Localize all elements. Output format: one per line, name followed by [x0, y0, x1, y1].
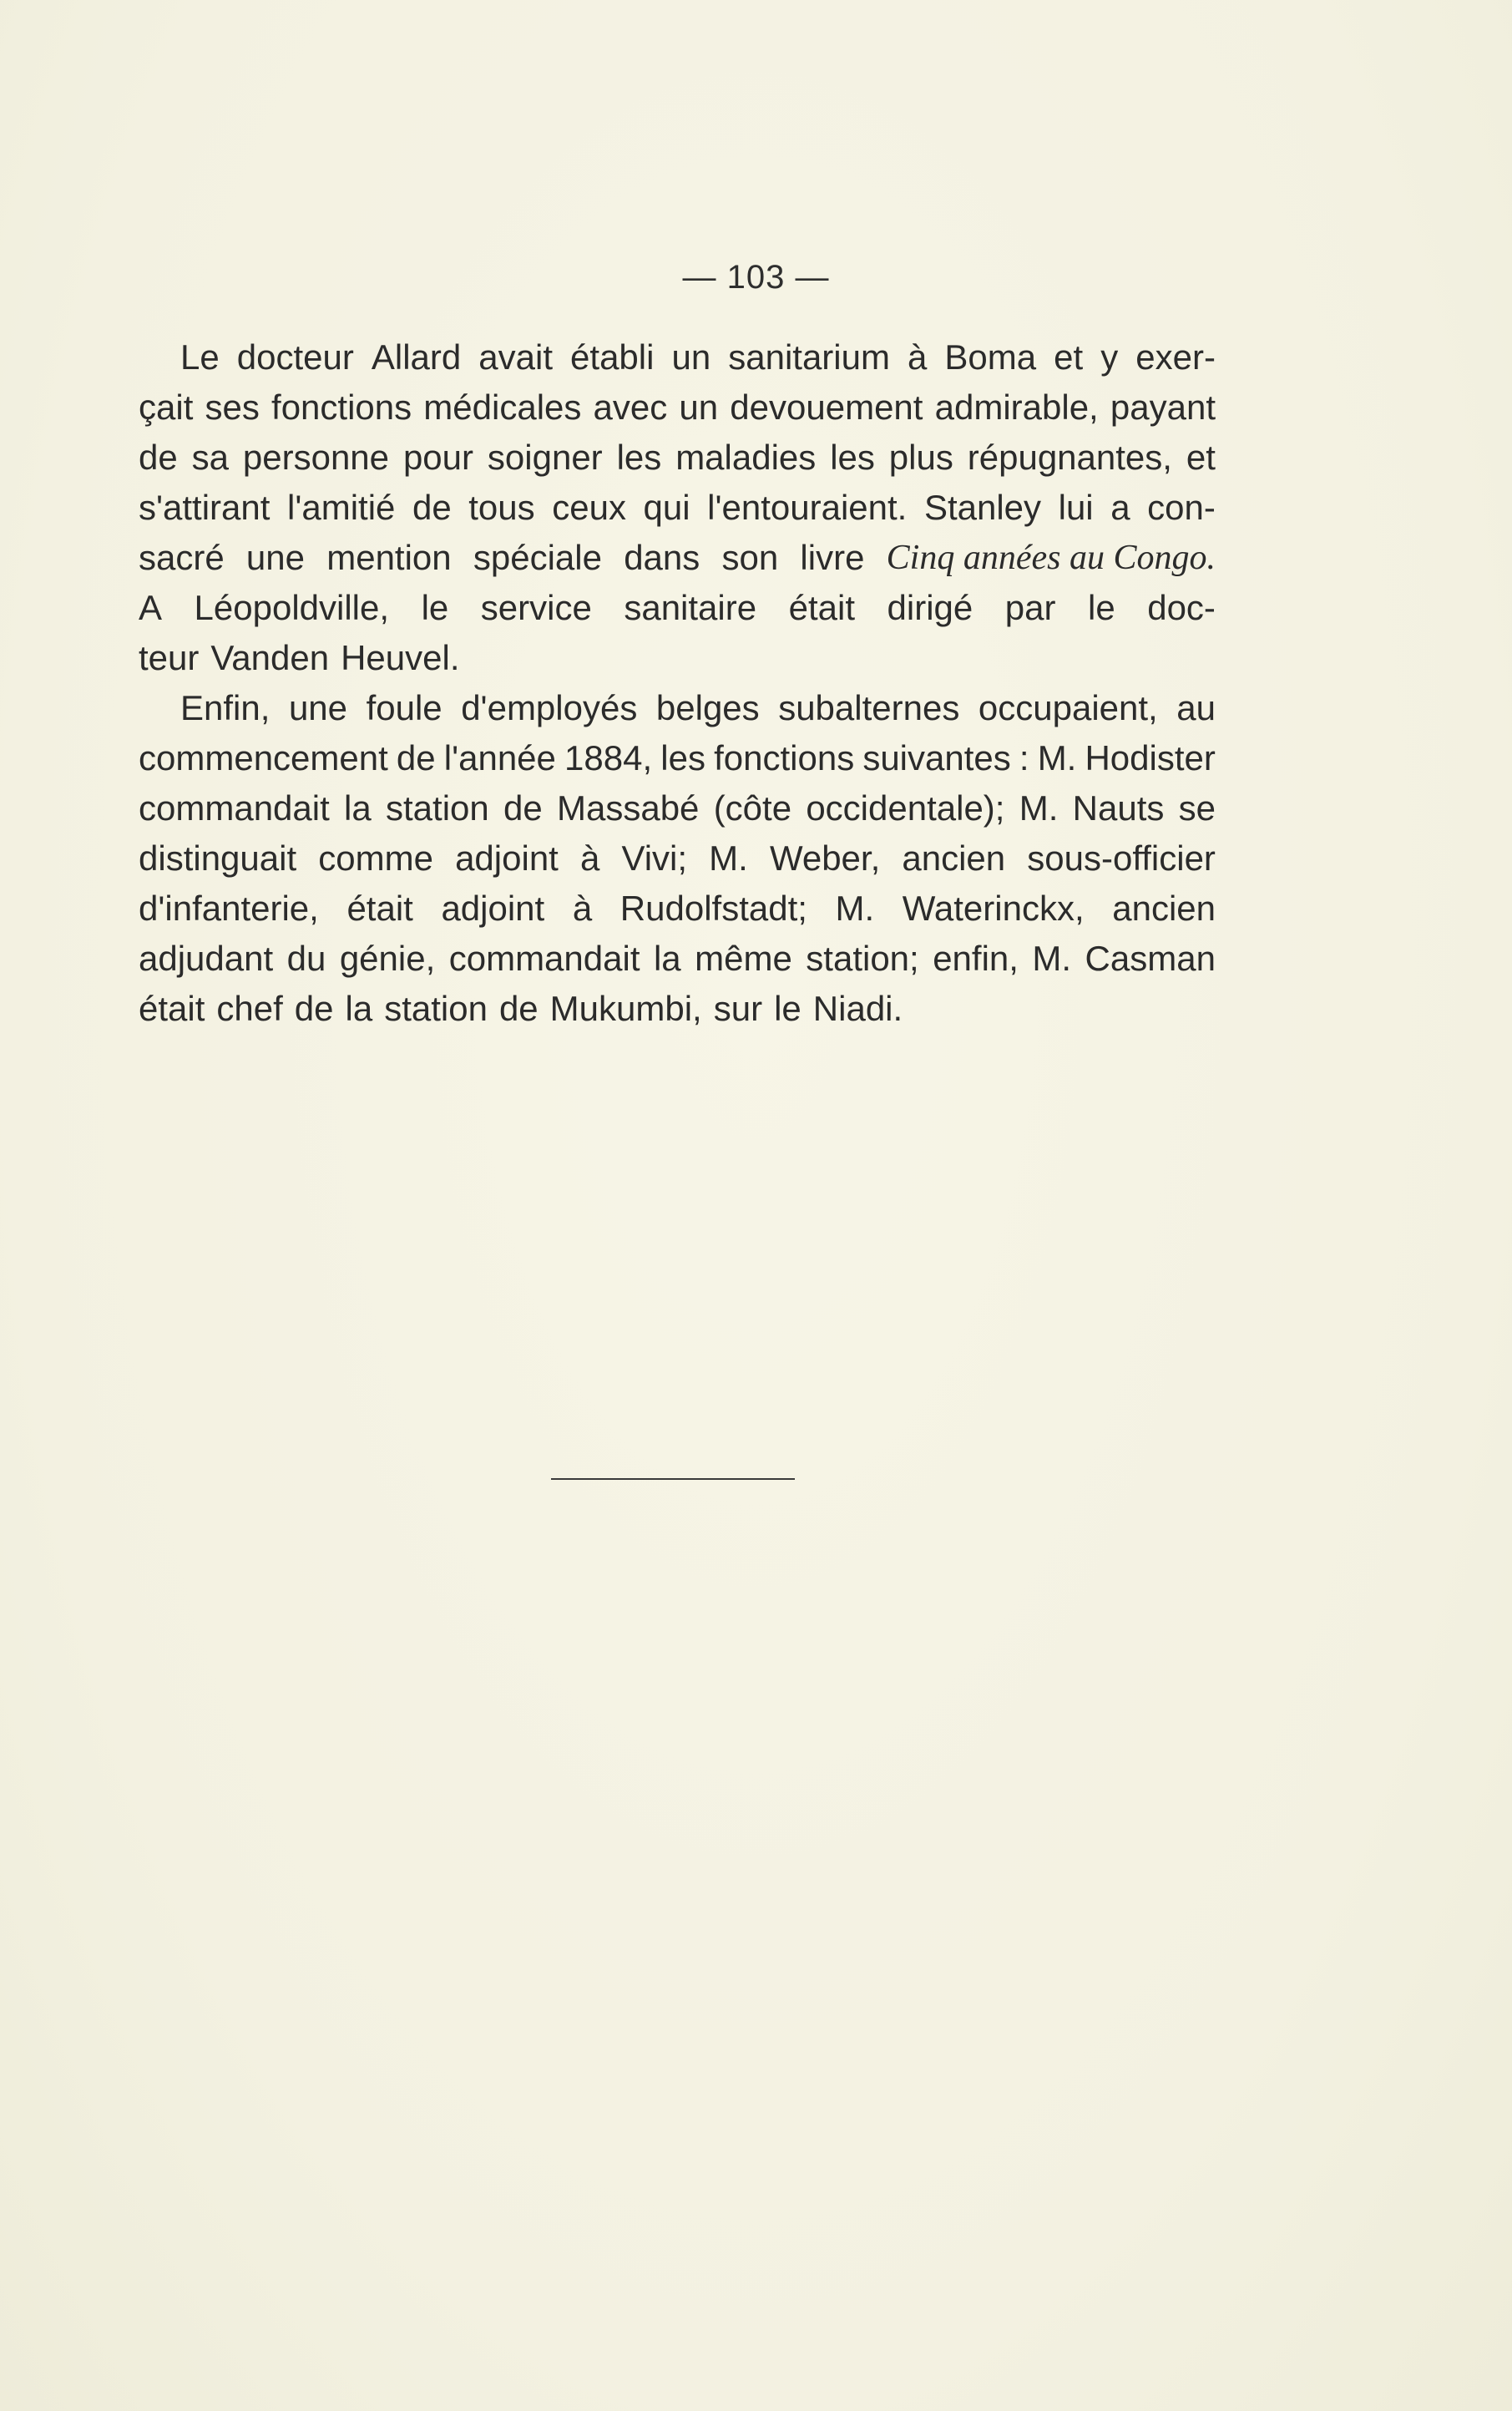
- word: fonctions: [271, 387, 412, 427]
- word: exer-: [1135, 337, 1216, 377]
- word: du: [286, 939, 326, 978]
- word: établi: [570, 337, 655, 377]
- word: l'entouraient.: [707, 488, 908, 527]
- word: belges: [655, 688, 760, 727]
- word: Mukumbi,: [549, 989, 702, 1028]
- word: M.: [1037, 738, 1077, 777]
- word: doc-: [1147, 588, 1216, 627]
- word: subalternes: [778, 688, 960, 727]
- word: l'amitié: [287, 488, 396, 527]
- word: suivantes: [862, 738, 1011, 777]
- word: teur: [139, 638, 200, 677]
- word: qui: [643, 488, 690, 527]
- word: mention: [326, 538, 452, 577]
- word: avait: [478, 337, 554, 377]
- word: Vivi;: [621, 838, 688, 878]
- word: adjudant: [139, 939, 274, 978]
- word: Niadi.: [812, 989, 903, 1028]
- word: station: [384, 989, 488, 1028]
- word: y: [1100, 337, 1119, 377]
- word: personne: [242, 438, 390, 477]
- word: docteur: [236, 337, 354, 377]
- word: de: [498, 989, 539, 1028]
- word: à: [908, 337, 928, 377]
- word: de: [412, 488, 452, 527]
- word: l'année: [443, 738, 556, 777]
- word: çait: [139, 387, 194, 427]
- word: sa: [191, 438, 229, 477]
- text-line: [139, 533, 1216, 583]
- text-line: [139, 833, 1216, 884]
- word: adjoint: [441, 889, 545, 928]
- word: maladies: [675, 438, 817, 477]
- word: les: [616, 438, 662, 477]
- word: 1884,: [564, 738, 653, 777]
- word: commandait: [139, 788, 330, 828]
- word: M.: [835, 889, 875, 928]
- word: fonctions: [714, 738, 855, 777]
- word: s'attirant: [139, 488, 271, 527]
- word: était: [139, 989, 205, 1028]
- word: M.: [709, 838, 748, 878]
- word: livre: [800, 538, 865, 577]
- word: génie,: [339, 939, 436, 978]
- word: Weber,: [769, 838, 881, 878]
- word: la: [653, 939, 681, 978]
- word: un: [671, 337, 711, 377]
- word: admirable,: [934, 387, 1099, 427]
- text-line: [139, 332, 1216, 382]
- word: ancien: [902, 838, 1006, 878]
- word: même: [695, 939, 792, 978]
- word: sur: [713, 989, 763, 1028]
- word: commandait: [448, 939, 640, 978]
- word: son: [721, 538, 779, 577]
- text-line: [139, 733, 1216, 783]
- word: Rudolfstadt;: [619, 889, 807, 928]
- word: M.: [1019, 788, 1059, 828]
- text-line: [139, 633, 1216, 683]
- text-line: [139, 483, 1216, 533]
- word: les: [660, 738, 705, 777]
- word: se: [1178, 788, 1216, 828]
- word: de: [139, 438, 178, 477]
- word: payant: [1110, 387, 1216, 427]
- word: chef: [216, 989, 283, 1028]
- word: Heuvel.: [341, 638, 460, 677]
- word: lui: [1058, 488, 1094, 527]
- word: Enfin,: [180, 688, 271, 727]
- word: au: [1176, 688, 1216, 727]
- word: Hodister: [1085, 738, 1216, 777]
- word: Stanley: [923, 488, 1042, 527]
- word: était: [788, 588, 856, 627]
- word: le: [1088, 588, 1115, 627]
- word: Waterinckx,: [902, 889, 1085, 928]
- text-line: [139, 382, 1216, 433]
- word: service: [480, 588, 592, 627]
- word: enfin,: [933, 939, 1019, 978]
- word: d'employés: [461, 688, 638, 727]
- word: occupaient,: [978, 688, 1158, 727]
- word: Boma: [944, 337, 1037, 377]
- word: la: [345, 989, 373, 1028]
- word: d'infanterie,: [139, 889, 319, 928]
- text-line: [139, 683, 1216, 733]
- word: et: [1186, 438, 1216, 477]
- word: tous: [468, 488, 535, 527]
- word: Cinq années au Congo.: [886, 539, 1216, 577]
- word: con-: [1147, 488, 1216, 527]
- word: à: [572, 889, 593, 928]
- word: de: [294, 989, 334, 1028]
- text-line: [139, 984, 1216, 1034]
- word: Casman: [1085, 939, 1216, 978]
- word: sacré: [139, 538, 225, 577]
- word: et: [1054, 337, 1084, 377]
- word: ses: [205, 387, 260, 427]
- word: occidentale);: [806, 788, 1005, 828]
- word: Vanden: [210, 638, 330, 677]
- word: dirigé: [887, 588, 973, 627]
- word: Allard: [371, 337, 462, 377]
- word: plus: [888, 438, 953, 477]
- word: ancien: [1112, 889, 1216, 928]
- word: à: [579, 838, 600, 878]
- word: adjoint: [455, 838, 559, 878]
- word: répugnantes,: [967, 438, 1172, 477]
- word: (côte: [713, 788, 792, 828]
- word: ceux: [552, 488, 626, 527]
- word: sous-officier: [1027, 838, 1216, 878]
- text-line: [139, 433, 1216, 483]
- word: le: [774, 989, 802, 1028]
- word: foule: [366, 688, 442, 727]
- footnote-rule: [551, 1478, 795, 1480]
- word: les: [830, 438, 875, 477]
- word: Massabé: [557, 788, 700, 828]
- word: de: [503, 788, 543, 828]
- body-text: [139, 332, 1216, 1034]
- word: par: [1004, 588, 1056, 627]
- word: sanitarium: [728, 337, 890, 377]
- word: Le: [180, 337, 220, 377]
- word: station: [386, 788, 489, 828]
- word: :: [1019, 738, 1029, 777]
- word: dans: [624, 538, 700, 577]
- word: comme: [318, 838, 433, 878]
- word: A: [139, 588, 163, 627]
- word: sanitaire: [624, 588, 757, 627]
- word: devouement: [730, 387, 923, 427]
- word: soigner: [487, 438, 603, 477]
- word: une: [288, 688, 348, 727]
- word: M.: [1032, 939, 1072, 978]
- word: un: [679, 387, 719, 427]
- page-number: — 103 —: [682, 259, 830, 296]
- text-line: [139, 884, 1216, 934]
- word: la: [344, 788, 372, 828]
- word: distinguait: [139, 838, 297, 878]
- word: de: [396, 738, 436, 777]
- text-line: [139, 583, 1216, 633]
- word: commencement: [139, 738, 388, 777]
- text-line: [139, 934, 1216, 984]
- word: médicales: [423, 387, 582, 427]
- word: spéciale: [473, 538, 602, 577]
- word: une: [245, 538, 305, 577]
- word: Léopoldville,: [194, 588, 390, 627]
- word: Nauts: [1072, 788, 1165, 828]
- word: était: [346, 889, 413, 928]
- word: avec: [593, 387, 668, 427]
- text-line: [139, 783, 1216, 833]
- word: pour: [402, 438, 473, 477]
- word: a: [1110, 488, 1130, 527]
- word: le: [421, 588, 449, 627]
- word: station;: [806, 939, 919, 978]
